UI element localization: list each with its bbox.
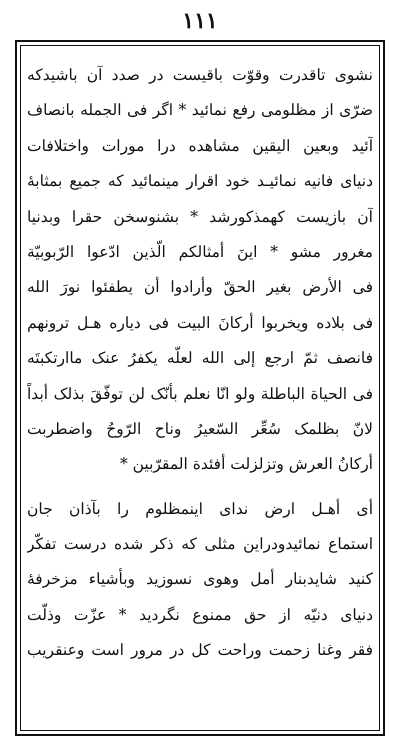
- text-line: استماع نمائیدودراین مثلی که ذکر شده درست تفکّر: [27, 535, 373, 554]
- text-line: دنیای دنیّه از حق ممنوع نگردید * عزّت وذلّت: [27, 605, 373, 624]
- text-line: نشوی تاقدرت وقوّت باقیست در صدد آن باشیدکه: [27, 66, 373, 84]
- text-line: آن بازیست کهمذکورشد * بشنوسخن حقرا وبدنیا: [27, 207, 373, 226]
- text-line: فی الحیاة الباطلة ولو انّا نعلم بأنّک لن توفّقَ بذلک أبداً: [27, 384, 373, 403]
- text-line: فقر وغنا زحمت وراحت کل در مرور است وعنقریب: [27, 641, 373, 660]
- text-line: آئید وبعین الیقین مشاهده درا مورات واختلافات: [27, 136, 373, 155]
- body-text: [27, 58, 373, 669]
- text-line: أی أهـل ارض ندای اینمظلوم را بآذان جان: [27, 499, 373, 518]
- text-line: فی الأرض بغیر الحقّ وأرادوا أن یطفئوا نورَ الله: [27, 278, 373, 297]
- text-line: کنید شایدبنار أمل وهوی نسوزید وبأشیاء مزخرفهٔ: [27, 570, 373, 589]
- text-line: لانّ بظلمک سُعِّر السّعیرُ وناح الرّوحُ واضطربت: [27, 419, 373, 438]
- text-frame: [15, 40, 385, 736]
- text-line: مغرور مشو * اینَ أمثالکم الّذین ادّعوا الرّبوبیّة: [27, 242, 373, 261]
- text-line: أرکانُ العرش وتزلزلت أفئدة المقرّبین *: [119, 455, 373, 474]
- page-number: ١١١: [182, 8, 218, 34]
- text-line: فی بلاده ویخربوا أرکانَ البیت فی دیاره هـل ترونهم: [27, 313, 373, 332]
- text-line: دنیای فانیه نمائیـد خود اقرار مینمائید که جمیع بمثابهٔ: [27, 172, 373, 191]
- text-line: فانصف ثمّ ارجع إلی الله لعلّه یکفرُ عنک ماارتکبتَه: [27, 349, 373, 368]
- text-line: ضرّی از مظلومی رفع نمائید * اگر فی الجمله بانصاف: [27, 101, 373, 120]
